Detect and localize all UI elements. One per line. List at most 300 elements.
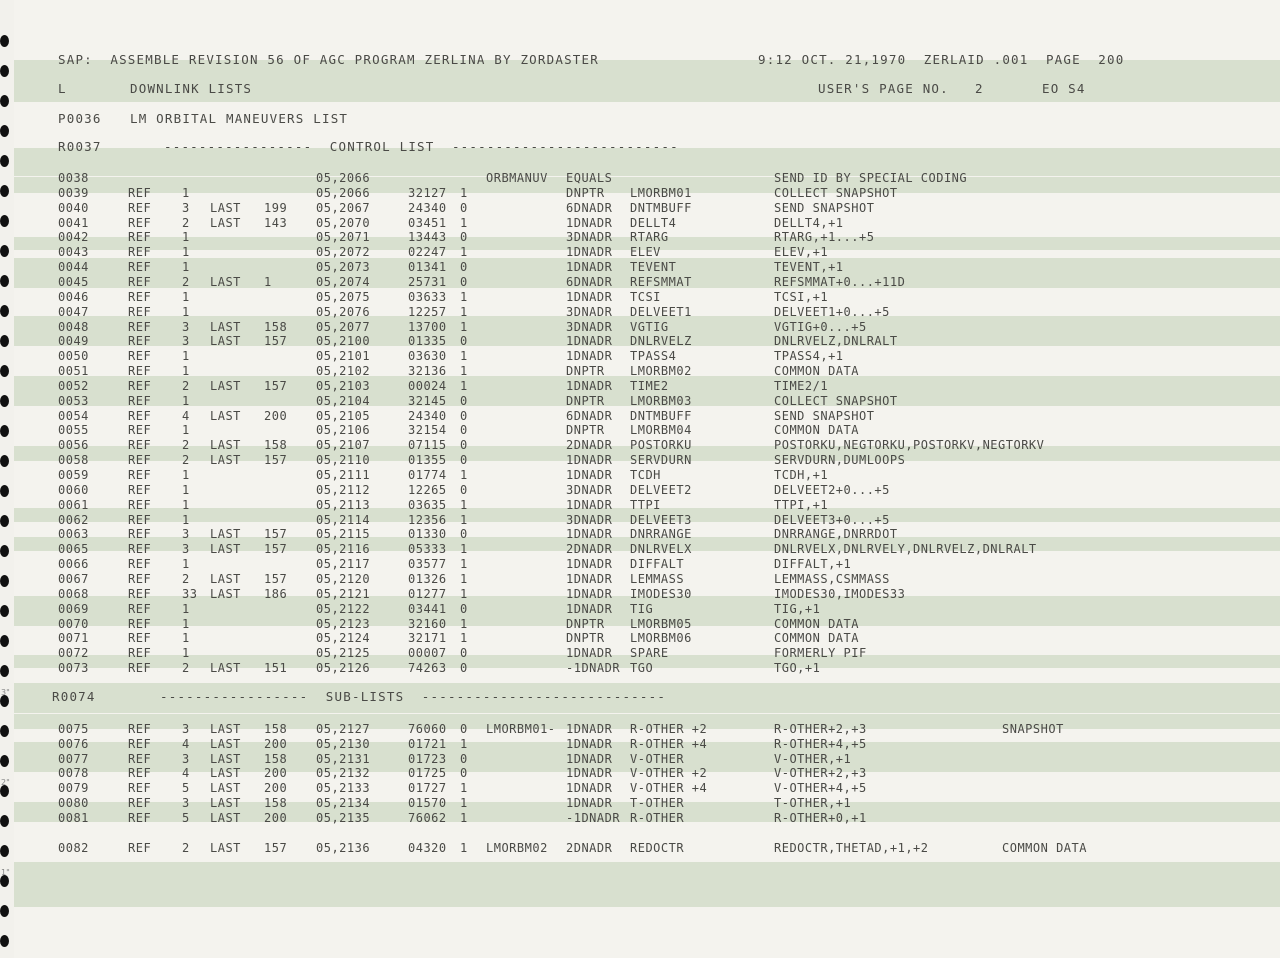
row-ref-count: 1 — [182, 468, 190, 482]
row-address: 05,2106 — [316, 423, 371, 438]
row-seq: 0080 — [58, 796, 89, 810]
row-address: 05,2122 — [316, 601, 371, 616]
row-comment: DNRRANGE,DNRRDOT — [774, 527, 898, 542]
margin-inch-mark: 2" — [1, 778, 10, 787]
tractor-feed-hole — [0, 95, 9, 107]
row-ref-count: 1 — [182, 245, 190, 260]
row-ref-count: 3 — [182, 542, 190, 557]
row-address: 05,2066 — [316, 171, 371, 185]
row-ref: REF — [128, 438, 152, 453]
row-seq: 0048 — [58, 319, 89, 334]
control-list-row — [14, 379, 1280, 393]
row-ref-count: 2 — [182, 274, 190, 289]
printout-page — [14, 0, 1280, 958]
tractor-feed-hole — [0, 935, 9, 947]
row-comment: COMMON DATA — [774, 616, 859, 631]
row-opcode: 1DNADR — [566, 736, 613, 751]
row-operand: LMORBM02 — [630, 364, 692, 379]
row-opcode: 1DNADR — [566, 245, 613, 260]
row-operand: LMORBM05 — [630, 616, 692, 631]
row-last-line: 158 — [264, 319, 288, 334]
row-comment: T-OTHER,+1 — [774, 796, 852, 810]
row-ref: REF — [128, 722, 152, 736]
row-flag: 0 — [460, 438, 468, 453]
row-octal-value: 32145 — [408, 393, 447, 408]
row-ref: REF — [128, 631, 152, 646]
row-operand: SERVDURN — [630, 453, 692, 468]
control-list-row — [14, 483, 1280, 497]
row-ref: REF — [128, 841, 152, 855]
row-address: 05,2125 — [316, 646, 371, 661]
listing-line — [14, 690, 1280, 704]
row-opcode: 1DNADR — [566, 349, 613, 364]
row-operand: ELEV — [630, 245, 661, 260]
row-octal-value: 00024 — [408, 378, 447, 393]
row-operand: R-OTHER +4 — [630, 736, 708, 751]
row-seq: 0078 — [58, 766, 89, 781]
row-flag: 1 — [460, 796, 468, 810]
row-address: 05,2103 — [316, 378, 371, 393]
row-opcode: 3DNADR — [566, 319, 613, 334]
row-seq: 0050 — [58, 349, 89, 364]
row-opcode: 1DNADR — [566, 260, 613, 275]
row-flag: 1 — [460, 616, 468, 631]
row-ref: REF — [128, 245, 152, 260]
row-octal-value: 32171 — [408, 631, 447, 646]
row-ref: REF — [128, 586, 152, 601]
greenbar-band — [14, 862, 1280, 907]
row-address: 05,2070 — [316, 215, 371, 230]
row-opcode: 1DNADR — [566, 586, 613, 601]
sub-list-row — [14, 766, 1280, 780]
row-ref: REF — [128, 796, 152, 810]
row-last: LAST — [210, 334, 241, 349]
tractor-feed-hole — [0, 485, 9, 497]
control-list-row — [14, 587, 1280, 601]
listing-header-date-page: 9:12 OCT. 21,1970 ZERLAID .001 PAGE 200 — [758, 52, 1125, 67]
row-last-line: 157 — [264, 542, 288, 557]
row-address: 05,2136 — [316, 841, 371, 855]
row-last: LAST — [210, 586, 241, 601]
row-last: LAST — [210, 215, 241, 230]
row-opcode: 1DNADR — [566, 527, 613, 542]
row-flag: 0 — [460, 601, 468, 616]
row-opcode: 6DNADR — [566, 274, 613, 289]
row-flag: 1 — [460, 289, 468, 304]
margin-inch-mark: 3" — [1, 688, 10, 697]
row-operand: TGO — [630, 661, 654, 676]
row-address: 05,2133 — [316, 781, 371, 796]
control-list-divider: ----------------- CONTROL LIST -------------------------- — [164, 139, 679, 154]
row-octal-value: 01335 — [408, 334, 447, 349]
row-octal-value: 13443 — [408, 230, 447, 245]
row-ref: REF — [128, 378, 152, 393]
row-operand: TCSI — [630, 289, 661, 304]
row-flag: 1 — [460, 245, 468, 260]
row-opcode: 3DNADR — [566, 304, 613, 319]
row-octal-value: 01570 — [408, 796, 447, 810]
row-ref-count: 1 — [182, 512, 190, 527]
row-seq: 0056 — [58, 438, 89, 453]
row-ref-count: 33 — [182, 586, 198, 601]
row-address: 05,2111 — [316, 468, 371, 482]
control-list-row — [14, 260, 1280, 274]
row-opcode: 1DNADR — [566, 468, 613, 482]
row-octal-value: 25731 — [408, 274, 447, 289]
row-operand: DNTMBUFF — [630, 200, 692, 215]
row-ref-count: 1 — [182, 631, 190, 646]
row-address: 05,2071 — [316, 230, 371, 245]
row-last-line: 200 — [264, 736, 288, 751]
control-list-row — [14, 423, 1280, 437]
divider-seq-id: R0074 — [52, 689, 96, 704]
row-last-line: 1 — [264, 274, 272, 289]
row-opcode: 3DNADR — [566, 230, 613, 245]
row-ref-count: 2 — [182, 661, 190, 676]
row-ref-count: 1 — [182, 304, 190, 319]
users-page-number: USER'S PAGE NO. 2 — [818, 81, 984, 96]
row-operand: DIFFALT — [630, 557, 685, 572]
row-last: LAST — [210, 438, 241, 453]
row-last-line: 158 — [264, 438, 288, 453]
row-octal-value: 76062 — [408, 810, 447, 825]
control-list-row — [14, 290, 1280, 304]
row-label: LMORBM01- — [486, 722, 556, 736]
row-flag: 0 — [460, 274, 468, 289]
control-list-row — [14, 349, 1280, 363]
row-last: LAST — [210, 274, 241, 289]
row-seq: 0081 — [58, 810, 89, 825]
row-flag: 1 — [460, 304, 468, 319]
row-octal-value: 01355 — [408, 453, 447, 468]
row-opcode: 1DNADR — [566, 766, 613, 781]
control-list-row — [14, 394, 1280, 408]
row-last: LAST — [210, 796, 241, 810]
row-octal-value: 01341 — [408, 260, 447, 275]
log-section-title: DOWNLINK LISTS — [130, 81, 253, 96]
row-comment: R-OTHER+4,+5 — [774, 736, 867, 751]
row-ref: REF — [128, 736, 152, 751]
row-operand: LMORBM06 — [630, 631, 692, 646]
row-octal-value: 32160 — [408, 616, 447, 631]
row-address: 05,2074 — [316, 274, 371, 289]
row-address: 05,2076 — [316, 304, 371, 319]
row-ref: REF — [128, 646, 152, 661]
row-flag: 1 — [460, 586, 468, 601]
control-list-row — [14, 617, 1280, 631]
row-ref-count: 1 — [182, 230, 190, 245]
row-octal-value: 03441 — [408, 601, 447, 616]
control-list-row — [14, 186, 1280, 200]
row-ref-count: 3 — [182, 334, 190, 349]
row-ref-count: 1 — [182, 646, 190, 661]
row-last: LAST — [210, 453, 241, 468]
tractor-feed-hole — [0, 155, 9, 167]
row-seq: 0054 — [58, 408, 89, 423]
row-ref: REF — [128, 781, 152, 796]
row-octal-value: 01330 — [408, 527, 447, 542]
row-opcode: 2DNADR — [566, 841, 613, 855]
row-comment: IMODES30,IMODES33 — [774, 586, 906, 601]
row-ref: REF — [128, 766, 152, 781]
row-last-line: 158 — [264, 722, 288, 736]
row-opcode: 1DNADR — [566, 796, 613, 810]
row-ref: REF — [128, 542, 152, 557]
control-list-row — [14, 216, 1280, 230]
control-list-row — [14, 245, 1280, 259]
row-last-line: 143 — [264, 215, 288, 230]
row-operand: V-OTHER +2 — [630, 766, 708, 781]
row-address: 05,2067 — [316, 200, 371, 215]
row-address: 05,2072 — [316, 245, 371, 260]
row-comment: POSTORKU,NEGTORKU,POSTORKV,NEGTORKV — [774, 438, 1045, 453]
row-octal-value: 01725 — [408, 766, 447, 781]
row-flag: 1 — [460, 319, 468, 334]
row-last-line: 157 — [264, 571, 288, 586]
row-flag: 0 — [460, 527, 468, 542]
row-address: 05,2117 — [316, 557, 371, 572]
row-comment: R-OTHER+2,+3 — [774, 722, 867, 736]
row-octal-value: 04320 — [408, 841, 447, 855]
row-octal-value: 24340 — [408, 200, 447, 215]
row-address: 05,2130 — [316, 736, 371, 751]
row-operand: REFSMMAT — [630, 274, 692, 289]
control-list-row — [14, 646, 1280, 660]
row-octal-value: 76060 — [408, 722, 447, 736]
row-address: 05,2131 — [316, 751, 371, 766]
row-operand: POSTORKU — [630, 438, 692, 453]
row-comment: DELVEET3+0...+5 — [774, 512, 890, 527]
row-octal-value: 00007 — [408, 646, 447, 661]
row-address: 05,2127 — [316, 722, 371, 736]
row-operand: DNLRVELX — [630, 542, 692, 557]
row-ref-count: 5 — [182, 781, 190, 796]
row-ref-count: 4 — [182, 408, 190, 423]
row-operand: REDOCTR — [630, 841, 685, 855]
row-opcode: 6DNADR — [566, 200, 613, 215]
row-seq: 0059 — [58, 468, 89, 482]
row-seq: 0079 — [58, 781, 89, 796]
row-address: 05,2126 — [316, 661, 371, 676]
row-ref: REF — [128, 334, 152, 349]
sub-list-row — [14, 737, 1280, 751]
row-octal-value: 03633 — [408, 289, 447, 304]
row-ref-count: 3 — [182, 200, 190, 215]
row-seq: 0068 — [58, 586, 89, 601]
row-operand: IMODES30 — [630, 586, 692, 601]
row-seq: 0070 — [58, 616, 89, 631]
tractor-feed-hole — [0, 65, 9, 77]
row-seq: 0043 — [58, 245, 89, 260]
row-comment: TTPI,+1 — [774, 497, 829, 512]
row-octal-value: 05333 — [408, 542, 447, 557]
row-operand: V-OTHER +4 — [630, 781, 708, 796]
tractor-feed-hole — [0, 665, 9, 677]
listing-line — [14, 53, 1280, 67]
tractor-feed-hole — [0, 545, 9, 557]
row-opcode: DNPTR — [566, 631, 605, 646]
row-flag: 1 — [460, 557, 468, 572]
row-ref-count: 1 — [182, 349, 190, 364]
row-octal-value: 01774 — [408, 468, 447, 482]
section-seq-id: P0036 — [58, 111, 102, 126]
row-ref-count: 1 — [182, 557, 190, 572]
row-ref-count: 3 — [182, 751, 190, 766]
row-comment: TCDH,+1 — [774, 468, 829, 482]
row-comment: DNLRVELZ,DNLRALT — [774, 334, 898, 349]
control-list-row — [14, 631, 1280, 645]
row-flag: 1 — [460, 349, 468, 364]
tractor-feed-hole — [0, 305, 9, 317]
row-octal-value: 03577 — [408, 557, 447, 572]
row-ref-count: 3 — [182, 319, 190, 334]
row-octal-value: 32154 — [408, 423, 447, 438]
row-octal-value: 32136 — [408, 364, 447, 379]
row-operand: DELVEET2 — [630, 482, 692, 497]
row-address: 05,2112 — [316, 482, 371, 497]
row-opcode: 3DNADR — [566, 512, 613, 527]
row-ref-count: 2 — [182, 378, 190, 393]
row-ref: REF — [128, 497, 152, 512]
row-address: 05,2105 — [316, 408, 371, 423]
row-comment: RTARG,+1...+5 — [774, 230, 875, 245]
row-ref: REF — [128, 571, 152, 586]
row-last-line: 186 — [264, 586, 288, 601]
control-list-row — [14, 513, 1280, 527]
tractor-feed-hole — [0, 125, 9, 137]
row-address: 05,2110 — [316, 453, 371, 468]
tractor-feed-hole — [0, 215, 9, 227]
row-opcode: 1DNADR — [566, 781, 613, 796]
row-flag: 1 — [460, 631, 468, 646]
row-seq: 0052 — [58, 378, 89, 393]
row-last: LAST — [210, 319, 241, 334]
row-ref: REF — [128, 215, 152, 230]
row-flag: 1 — [460, 468, 468, 482]
row-ref: REF — [128, 304, 152, 319]
row-opcode: -1DNADR — [566, 661, 621, 676]
row-ref: REF — [128, 393, 152, 408]
row-operand: V-OTHER — [630, 751, 685, 766]
row-opcode: 1DNADR — [566, 497, 613, 512]
row-octal-value: 02247 — [408, 245, 447, 260]
row-octal-value: 12356 — [408, 512, 447, 527]
row-ref: REF — [128, 482, 152, 497]
row-opcode: DNPTR — [566, 423, 605, 438]
row-last: LAST — [210, 722, 241, 736]
row-flag: 0 — [460, 482, 468, 497]
row-seq: 0045 — [58, 274, 89, 289]
row-last-line: 158 — [264, 796, 288, 810]
row-ref-count: 1 — [182, 616, 190, 631]
row-comment: COMMON DATA — [774, 423, 859, 438]
row-last: LAST — [210, 571, 241, 586]
row-address: 05,2115 — [316, 527, 371, 542]
row-ref: REF — [128, 661, 152, 676]
row-ref-count: 2 — [182, 453, 190, 468]
row-operand: LMORBM01 — [630, 185, 692, 200]
row-flag: 1 — [460, 215, 468, 230]
row-ref-count: 4 — [182, 736, 190, 751]
row-flag: 1 — [460, 364, 468, 379]
row-flag: 0 — [460, 408, 468, 423]
row-comment: V-OTHER,+1 — [774, 751, 852, 766]
row-operand: TCDH — [630, 468, 661, 482]
row-seq: 0042 — [58, 230, 89, 245]
tractor-feed-hole — [0, 725, 9, 737]
row-operand: TIME2 — [630, 378, 669, 393]
row-last-line: 200 — [264, 810, 288, 825]
row-comment: R-OTHER+0,+1 — [774, 810, 867, 825]
row-seq: 0067 — [58, 571, 89, 586]
row-comment: TCSI,+1 — [774, 289, 829, 304]
row-comment: FORMERLY PIF — [774, 646, 867, 661]
row-comment: DELLT4,+1 — [774, 215, 844, 230]
row-operand: RTARG — [630, 230, 669, 245]
row-opcode: 2DNADR — [566, 542, 613, 557]
row-ref: REF — [128, 810, 152, 825]
row-opcode: EQUALS — [566, 171, 613, 185]
listing-line — [14, 82, 1280, 96]
row-flag: 1 — [460, 810, 468, 825]
row-extra-comment: COMMON DATA — [1002, 841, 1087, 855]
row-last: LAST — [210, 751, 241, 766]
row-opcode: DNPTR — [566, 616, 605, 631]
row-last: LAST — [210, 661, 241, 676]
row-address: 05,2123 — [316, 616, 371, 631]
row-seq: 0055 — [58, 423, 89, 438]
row-flag: 1 — [460, 542, 468, 557]
row-last-line: 200 — [264, 408, 288, 423]
row-comment: TGO,+1 — [774, 661, 821, 676]
row-last-line: 200 — [264, 781, 288, 796]
control-list-row — [14, 468, 1280, 482]
sub-list-row — [14, 796, 1280, 810]
row-opcode: 1DNADR — [566, 557, 613, 572]
row-opcode: 1DNADR — [566, 571, 613, 586]
control-list-row — [14, 438, 1280, 452]
row-seq: 0077 — [58, 751, 89, 766]
sub-list-row — [14, 781, 1280, 795]
row-opcode: 1DNADR — [566, 378, 613, 393]
row-seq: 0044 — [58, 260, 89, 275]
section-title: LM ORBITAL MANEUVERS LIST — [130, 111, 349, 126]
row-address: 05,2100 — [316, 334, 371, 349]
row-ref: REF — [128, 601, 152, 616]
row-seq: 0047 — [58, 304, 89, 319]
row-comment: TEVENT,+1 — [774, 260, 844, 275]
tractor-feed-hole — [0, 605, 9, 617]
row-flag: 0 — [460, 230, 468, 245]
row-comment: SEND ID BY SPECIAL CODING — [774, 171, 968, 185]
row-ref-count: 1 — [182, 185, 190, 200]
row-opcode: 1DNADR — [566, 215, 613, 230]
row-comment: REFSMMAT+0...+11D — [774, 274, 906, 289]
eo-label: EO S4 — [1042, 81, 1086, 96]
tractor-feed-hole — [0, 245, 9, 257]
control-list-row — [14, 364, 1280, 378]
row-flag: 1 — [460, 571, 468, 586]
row-comment: DIFFALT,+1 — [774, 557, 852, 572]
row-last-line: 151 — [264, 661, 288, 676]
row-operand: LMORBM04 — [630, 423, 692, 438]
row-opcode: -1DNADR — [566, 810, 621, 825]
row-address: 05,2073 — [316, 260, 371, 275]
row-operand: DELLT4 — [630, 215, 677, 230]
tractor-feed-hole — [0, 905, 9, 917]
listing-header-title: SAP: ASSEMBLE REVISION 56 OF AGC PROGRAM ZERLINA BY ZORDASTER — [58, 52, 599, 67]
row-seq: 0071 — [58, 631, 89, 646]
